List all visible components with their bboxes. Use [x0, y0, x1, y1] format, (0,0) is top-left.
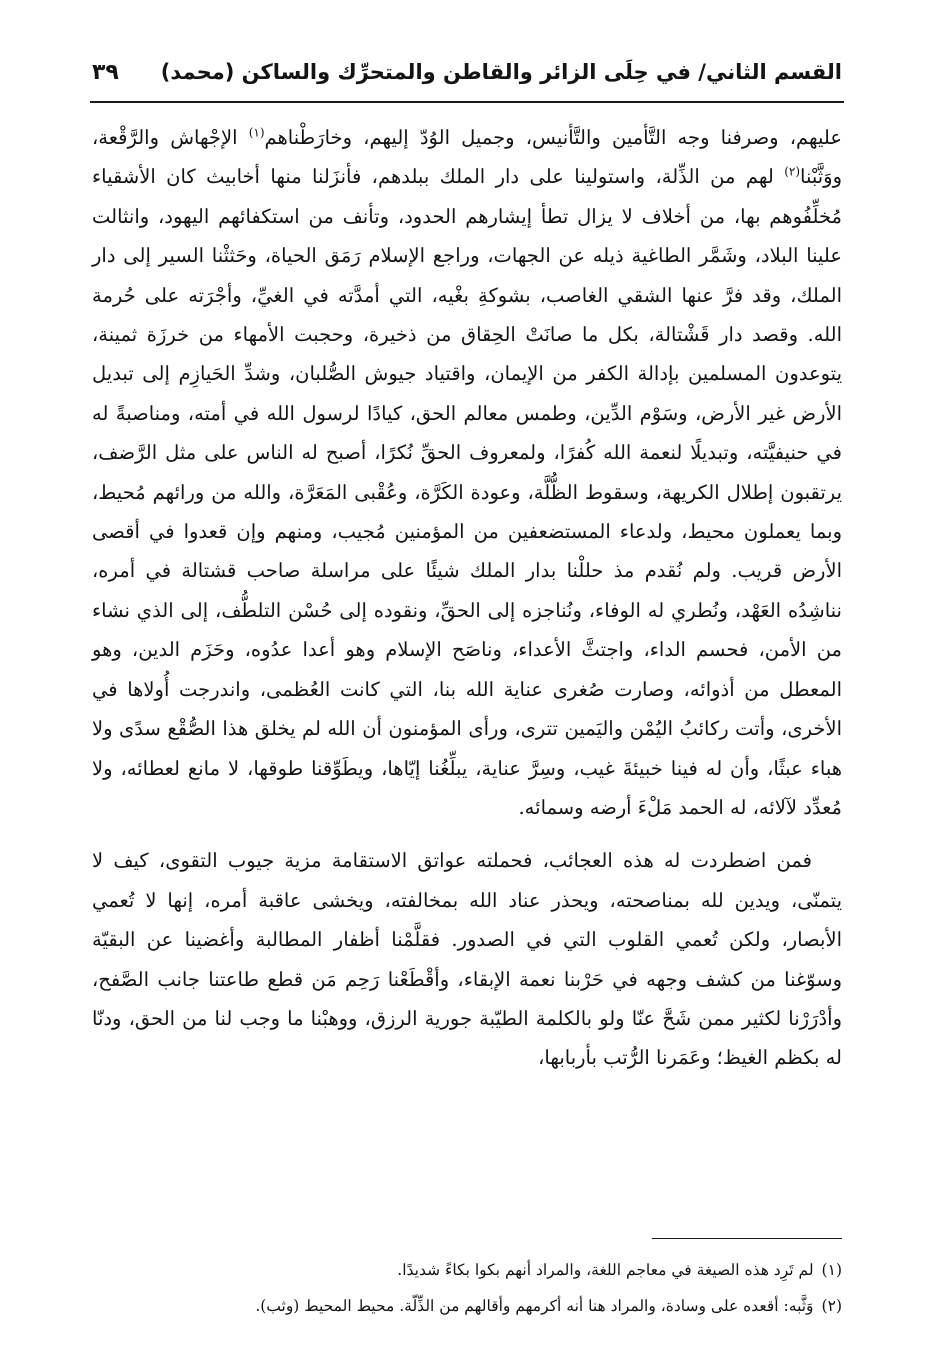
paragraph-1-part-c: لهم من الذِّلة، واستولينا على دار الملك ببلدهم، فأنزَلنا منها أخابيث كان الأشقياء مُخلِّفُوهم بها، من أخلاف لا يزال تطأ إيشارهم الحدود، وتأنف من استكفائهم اليهود، وانثالت علينا البلاد، وشَمَّر الطاغية ذيله عن الجهات، وراجع الإسلام رَمَق الحياة، وحَثثْنا السير إلى دار الملك، وقد فرَّ عنها الشقي الغاصب، بشوكةِ بغْيه، التي أمدَّته في الغيِّ، وأجْرَته على حُرمة الله. وقصد دار قَشْتالة، بكل ما صانَتْ الحِقاق من ذخيرة، وحجبت الأمهاء من خرزَة ثمينة، يتوعدون المسلمين بإدالة الكفر من الإيمان، واقتياد جيوش الصُّلبان، وشدِّ الحَيازِم إلى تبديل الأرض غير الأرض، وسَوْم الدِّين، وطمس معالم الحق، كيادًا لرسول الله في أمته، ومناصبةً له في حنيفيَّته، وتبديلًا لنعمة الله كُفرًا، ولمعروف الحقِّ نُكرًا، أصبح له الناس على مثل الرَّضف، يرتقبون إطلال الكريهة، وسقوط الظُّلَّة، وعودة الكَرَّة، وعُقْبى المَعَرَّة، والله من ورائهم مُحيط، وبما يعملون محيط، ولدعاء المستضعفين من المؤمنين مُجيب، ومنهم وإن قعدوا في أقصى الأرض قريب. ولم نُقدم مذ حللْنا بدار الملك شيئًا على مراسلة صاحب قشتالة في أمره، نناشِدُه العَهْد، ونُطري له الوفاء، ونُناجزه إلى الحقِّ، ونقوده إلى حُسْن التلطُّف، إلى الذي نشاء من الأمن، فحسم الداء، واجتثَّ الأعداء، وناصَح الإسلام وهو أعدا عدُوه، وحَزَم الدين، وهو المعطل من أذوائه، وصارت صُغرى عناية الله بنا، التي كانت العُظمى، واندرجت أُولاها في الأخرى، وأتت ركائبُ اليُمْن واليَمين تترى، ورأى المؤمنون أن الله لم يخلق هذا الصُّقْع سدًى ولا هباء عبثًا، وأن له فينا خبيئةَ غيب، وسِرَّ عناية، يبلِّغُنا إيّاها، ويطَوِّقنا طوقها، لا مانع لعطائه، ولا مُعدِّد لآلائه، له الحمد مَلْءَ أرضه وسمائه. — [92, 165, 842, 819]
paragraph-2: فمن اضطردت له هذه العجائب، فحملته عواتق الاستقامة مزية جيوب التقوى، كيف لا يتمنّى، ويدين لله بمناصحته، ويحذر عناد الله بمخالفته، ويخشى عاقبة أمره، إنها لا تُعمي الأبصار، ولكن تُعمي القلوب التي في الصدور. فقلَّمْنا أظفار المطالبة وأغضينا عن البقيّة وسوّغنا من كشف وجهه في حَرْبنا نعمة الإبقاء، وأقْطَعْنا رَحِم مَن قطع طاعتنا جانب الصَّفح، وأدْرَرْنا لكثير ممن شَحَّ عنّا ولو بالكلمة الطيّبة جورية الرزق، ووهبْنا ما وجب لنا من الحق، ودنّا له بكظم الغيظ؛ وعَمَرنا الرُّتب بأربابها، — [92, 849, 842, 1070]
footnote-1 — [92, 1252, 842, 1288]
footnote-rule — [652, 1238, 842, 1239]
footnote-ref-2[interactable]: (٢) — [784, 164, 801, 179]
body-text — [92, 118, 842, 1078]
footnote-2 — [92, 1288, 842, 1324]
footnote-ref-1[interactable]: (١) — [248, 125, 265, 140]
running-header — [92, 58, 842, 94]
paragraph-1 — [92, 118, 842, 827]
header-rule — [90, 101, 844, 103]
page-number: ٣٩ — [92, 60, 119, 85]
footnotes — [92, 1252, 842, 1324]
footnote-1-number: (١) — [821, 1261, 842, 1279]
footnote-2-number: (٢) — [821, 1297, 842, 1315]
paragraph-1-part-a: عليهم، وصرفنا وجه التَّأمين والتَّأنيس، وجميل الوُدّ إليهم، وخارَطْناهم — [264, 126, 842, 149]
header-title: القسم الثاني/ في حِلَى الزائر والقاطن والمتحرِّك والساكن (محمد) — [160, 60, 842, 84]
footnote-1-text: لم تَرِد هذه الصيغة في معاجم اللغة، والمراد أنهم بكوا بكاءً شديدًا. — [397, 1261, 814, 1279]
paragraph-1-part-b: الإجْهاش والرَّقْعة، ووَثَّبْنا — [92, 126, 842, 189]
footnote-2-text: وَثَّبه: أقعده على وسادة، والمراد هنا أنه أكرمهم وأقالهم من الذِّلّة. محيط المحيط (وثب). — [255, 1297, 814, 1315]
